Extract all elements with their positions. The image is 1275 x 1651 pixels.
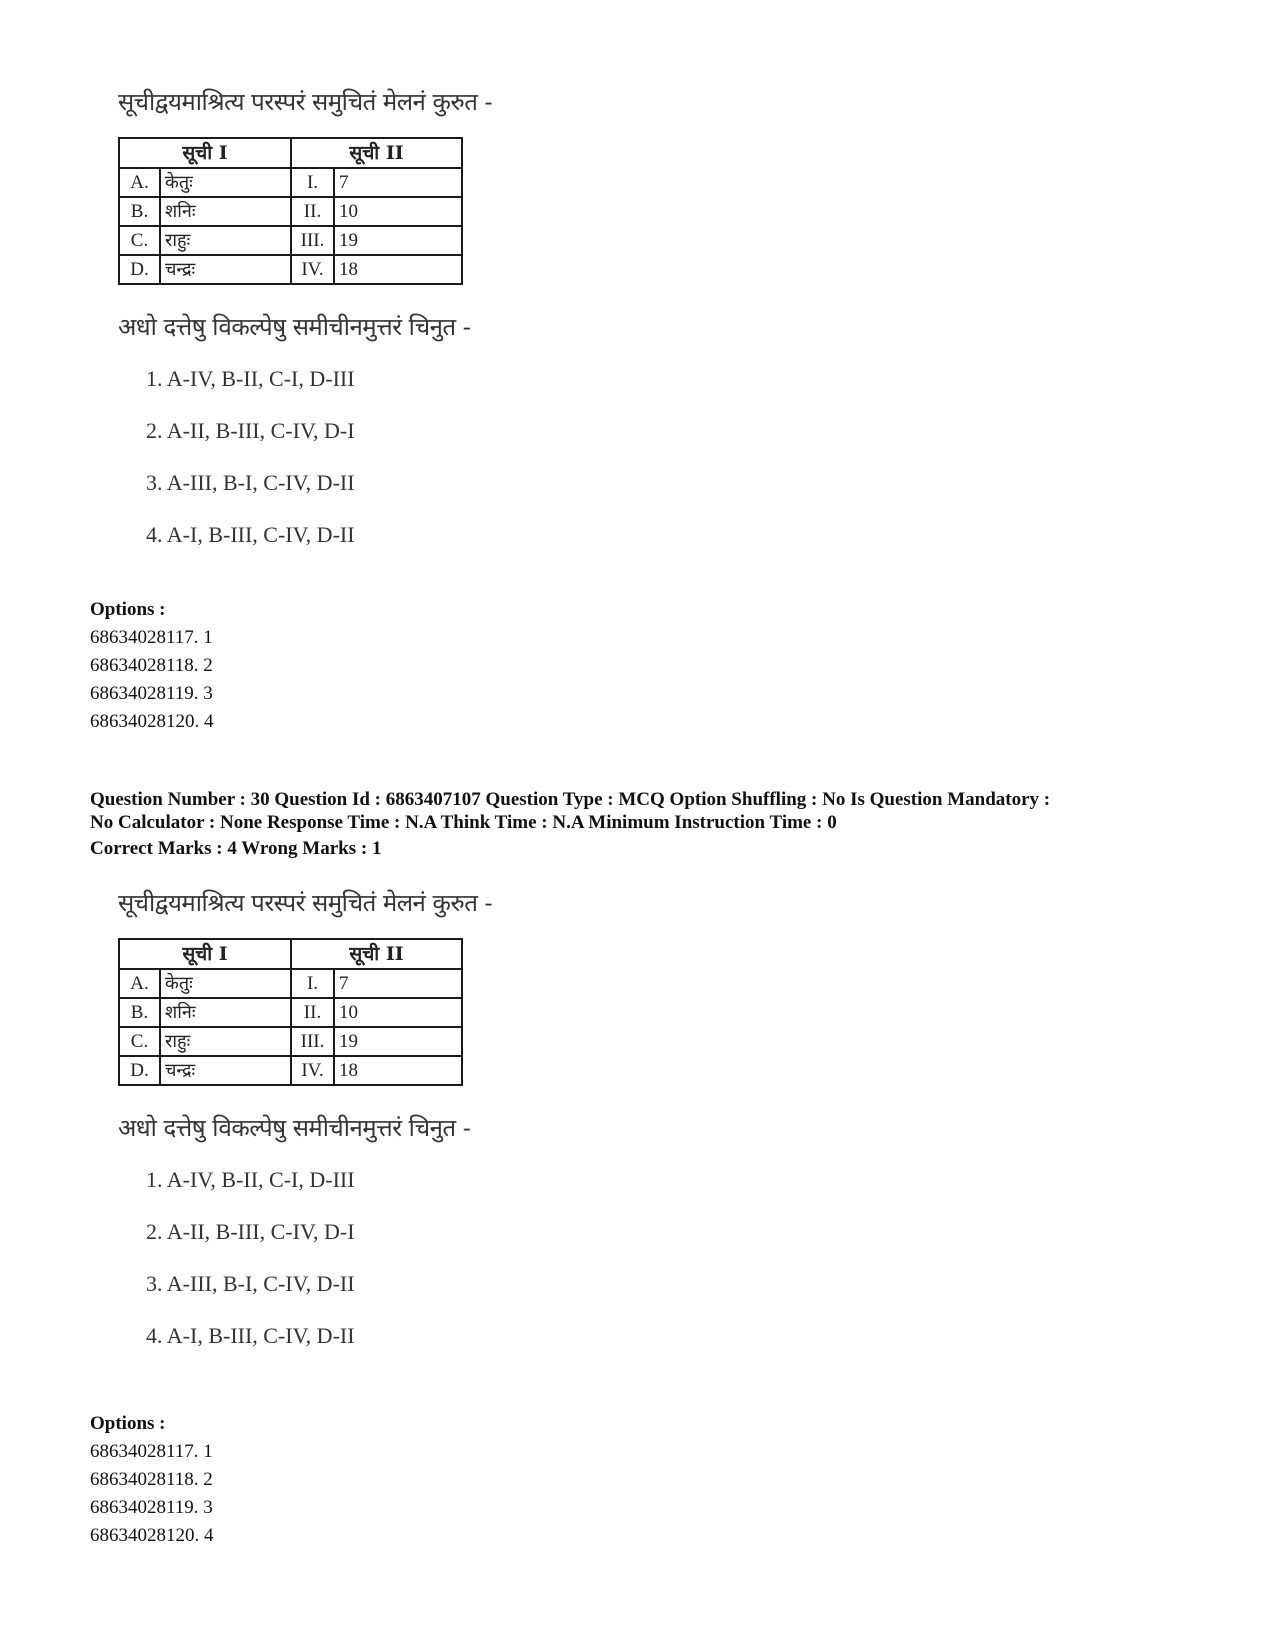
row-value: 19	[334, 226, 462, 255]
option-item: 68634028120. 4	[90, 711, 214, 732]
list-one-header: सूची I	[119, 138, 291, 168]
option-item: 68634028119. 3	[90, 1497, 213, 1518]
row-code: B.	[119, 998, 160, 1027]
option-item: 68634028117. 1	[90, 627, 213, 648]
question-meta-line: No Calculator : None Response Time : N.A Think Time : N.A Minimum Instruction Time : 0	[90, 812, 837, 833]
table-row	[119, 168, 462, 197]
row-code: D.	[119, 1056, 160, 1085]
answer-choice: 1. A-IV, B-II, C-I, D-III	[146, 1167, 355, 1192]
row-value: 19	[334, 1027, 462, 1056]
question-marks: Correct Marks : 4 Wrong Marks : 1	[90, 838, 382, 859]
row-roman: IV.	[291, 1056, 334, 1085]
option-item: 68634028118. 2	[90, 1469, 213, 1490]
list-one-header: सूची I	[119, 939, 291, 969]
row-roman: II.	[291, 998, 334, 1027]
answer-choice: 2. A-II, B-III, C-IV, D-I	[146, 1219, 355, 1244]
row-code: C.	[119, 226, 160, 255]
option-item: 68634028117. 1	[90, 1441, 213, 1462]
row-name: राहुः	[160, 1027, 291, 1056]
answer-choice: 4. A-I, B-III, C-IV, D-II	[146, 1323, 355, 1348]
row-name: केतुः	[160, 969, 291, 998]
row-roman: III.	[291, 1027, 334, 1056]
option-item: 68634028118. 2	[90, 655, 213, 676]
question-meta-line: Question Number : 30 Question Id : 6863407107 Question Type : MCQ Option Shuffling : No Is Question Mandatory :	[90, 789, 1051, 810]
answer-choices	[146, 363, 678, 571]
row-name: शनिः	[160, 998, 291, 1027]
list-two-header: सूची II	[291, 939, 462, 969]
table-row	[119, 969, 462, 998]
match-table-header	[119, 138, 462, 168]
row-code: B.	[119, 197, 160, 226]
choose-instruction: अधो दत्तेषु विकल्पेषु समीचीनमुत्तरं चिनुत -	[118, 1114, 471, 1142]
options-heading: Options :	[90, 1413, 166, 1434]
table-row	[119, 226, 462, 255]
answer-choice: 1. A-IV, B-II, C-I, D-III	[146, 366, 355, 391]
row-value: 18	[334, 1056, 462, 1085]
row-code: A.	[119, 168, 160, 197]
row-roman: I.	[291, 168, 334, 197]
row-name: शनिः	[160, 197, 291, 226]
match-table-header	[119, 939, 462, 969]
option-item: 68634028119. 3	[90, 683, 213, 704]
match-instruction: सूचीद्वयमाश्रित्य परस्परं समुचितं मेलनं कुरुत -	[118, 88, 493, 116]
table-row	[119, 255, 462, 284]
row-name: केतुः	[160, 168, 291, 197]
row-code: D.	[119, 255, 160, 284]
question-image-1	[118, 84, 678, 571]
answer-choice: 4. A-I, B-III, C-IV, D-II	[146, 522, 355, 547]
row-roman: III.	[291, 226, 334, 255]
row-value: 10	[334, 998, 462, 1027]
row-roman: I.	[291, 969, 334, 998]
answer-choices	[146, 1164, 678, 1372]
match-instruction: सूचीद्वयमाश्रित्य परस्परं समुचितं मेलनं कुरुत -	[118, 889, 493, 917]
answer-choice: 3. A-III, B-I, C-IV, D-II	[146, 1271, 355, 1296]
row-value: 7	[334, 969, 462, 998]
question-meta	[90, 788, 1210, 834]
table-row	[119, 1027, 462, 1056]
row-code: C.	[119, 1027, 160, 1056]
options-list-1	[90, 596, 214, 736]
table-row	[119, 197, 462, 226]
table-row	[119, 1056, 462, 1085]
row-name: चन्द्रः	[160, 255, 291, 284]
row-roman: II.	[291, 197, 334, 226]
table-row	[119, 998, 462, 1027]
match-table	[118, 938, 463, 1086]
row-name: राहुः	[160, 226, 291, 255]
list-two-header: सूची II	[291, 138, 462, 168]
options-heading: Options :	[90, 599, 166, 620]
row-name: चन्द्रः	[160, 1056, 291, 1085]
match-table	[118, 137, 463, 285]
answer-choice: 3. A-III, B-I, C-IV, D-II	[146, 470, 355, 495]
row-value: 10	[334, 197, 462, 226]
question-image-2	[118, 885, 678, 1372]
row-roman: IV.	[291, 255, 334, 284]
option-item: 68634028120. 4	[90, 1525, 214, 1546]
row-value: 7	[334, 168, 462, 197]
row-code: A.	[119, 969, 160, 998]
options-list-2	[90, 1410, 214, 1550]
choose-instruction: अधो दत्तेषु विकल्पेषु समीचीनमुत्तरं चिनुत -	[118, 313, 471, 341]
row-value: 18	[334, 255, 462, 284]
answer-choice: 2. A-II, B-III, C-IV, D-I	[146, 418, 355, 443]
